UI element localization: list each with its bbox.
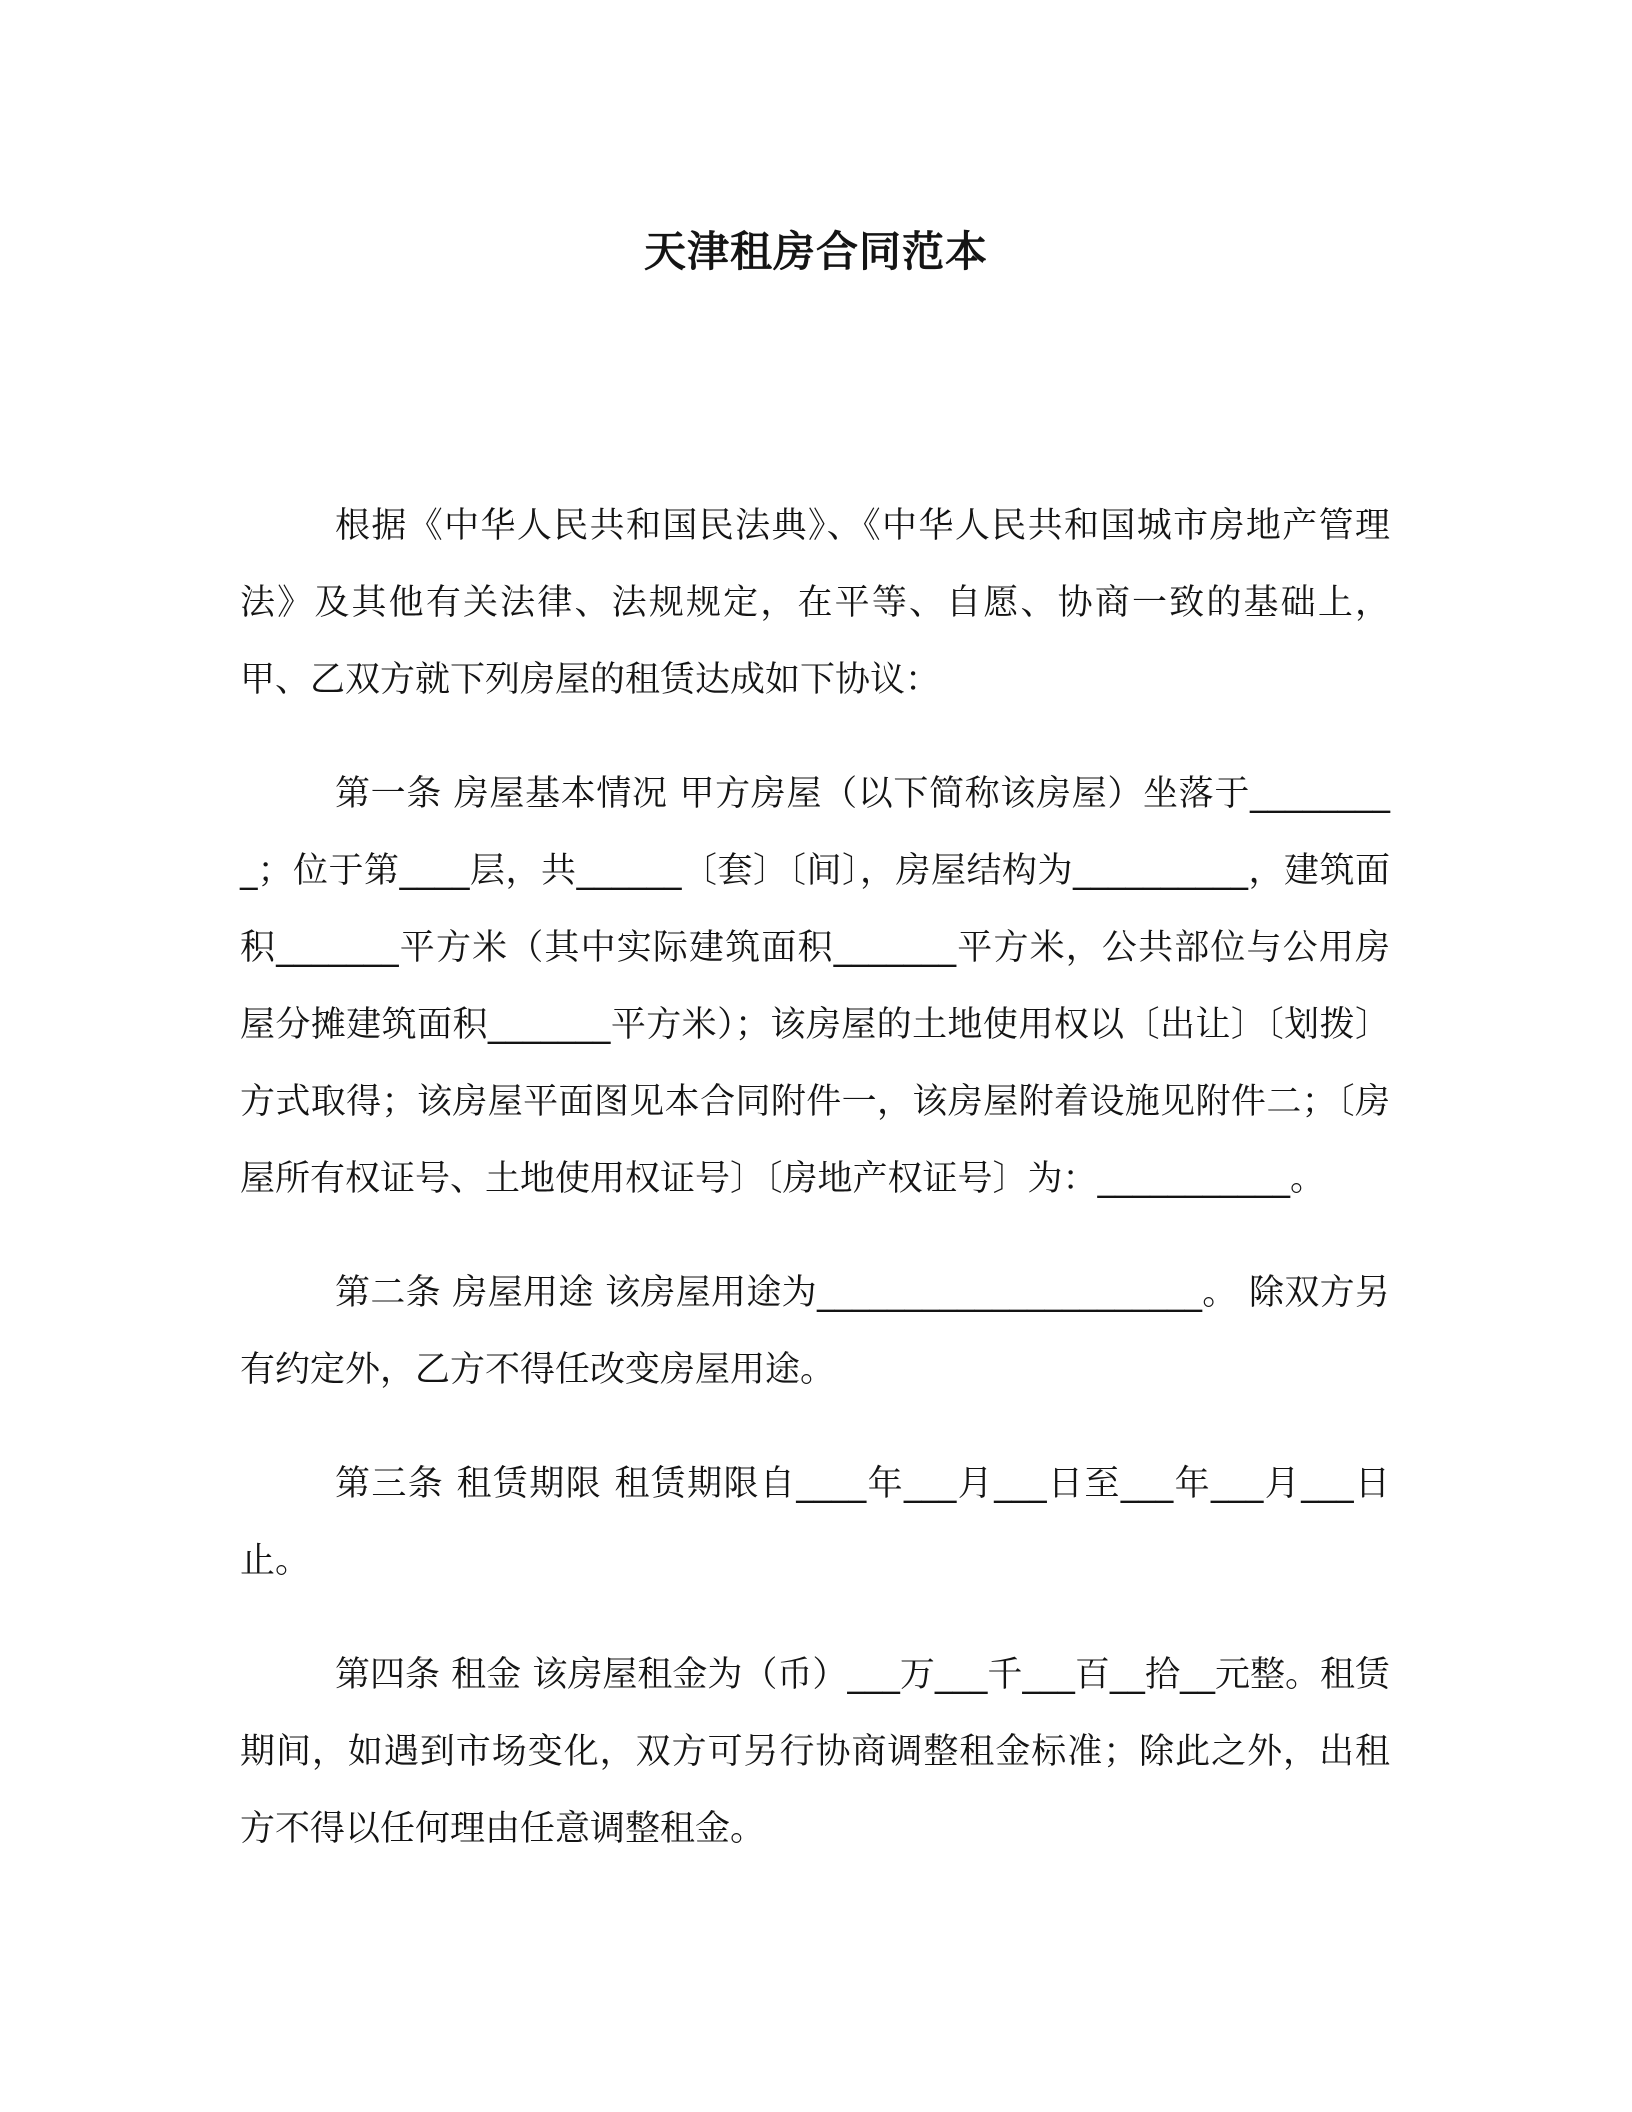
document-title: 天津租房合同范本 bbox=[643, 227, 988, 276]
document-body bbox=[240, 488, 1390, 1905]
paragraph-preamble: 根据《中华人民共和国民法典》、《中华人民共和国城市房地产管理法》及其他有关法律、法规规定，在平等、自愿、协商一致的基础上，甲、乙双方就下列房屋的租赁达成如下协议： bbox=[240, 506, 1390, 700]
paragraph-article-1: 第一条 房屋基本情况 甲方房屋（以下简称该房屋）坐落于_________；位于第____层，共______〔套〕〔间〕，房屋结构为__________，建筑面积_______平方米（其中实际建筑面积_______平方米，公共部位与公用房屋分摊建筑面积_______平方米）；该房屋的土地使用权以〔出让〕〔划拨〕方式取得；该房屋平面图见本合同附件一，该房屋附着设施见附件二；〔房屋所有权证号、土地使用权证号〕〔房地产权证号〕为：___________。 bbox=[240, 774, 1390, 1199]
paragraph-article-3: 第三条 租赁期限 租赁期限自____年___月___日至___年___月___日止。 bbox=[240, 1464, 1390, 1581]
paragraph-article-4: 第四条 租金 该房屋租金为（币）___万___千___百__拾__元整。租赁期间，如遇到市场变化，双方可另行协商调整租金标准；除此之外，出租方不得以任何理由任意调整租金。 bbox=[240, 1655, 1390, 1849]
paragraph-article-2: 第二条 房屋用途 该房屋用途为______________________。 除双方另有约定外，乙方不得任改变房屋用途。 bbox=[240, 1273, 1390, 1390]
